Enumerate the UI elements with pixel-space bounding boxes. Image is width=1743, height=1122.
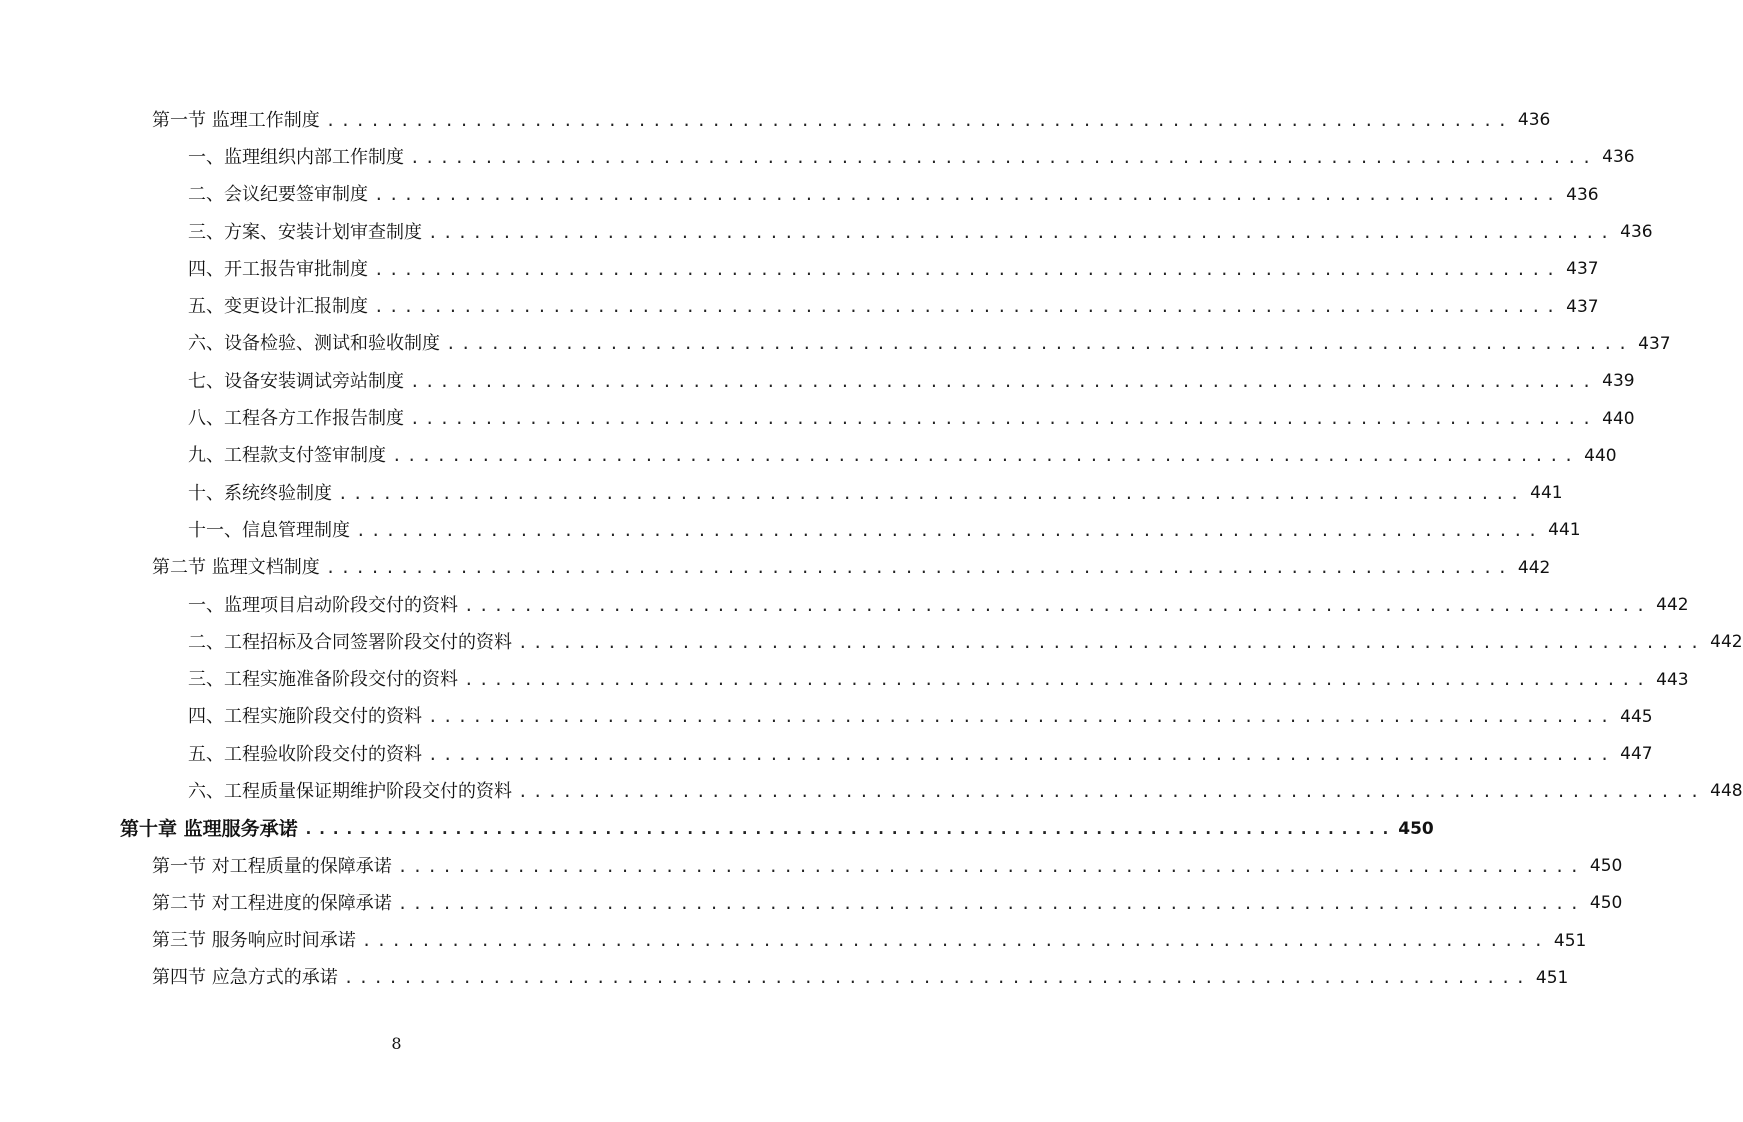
toc-entry-page: 436 xyxy=(1566,184,1599,205)
toc-entry-label: 一、监理项目启动阶段交付的资料 xyxy=(188,594,458,616)
toc-entry-page: 450 xyxy=(1398,818,1434,839)
toc-entry-page: 450 xyxy=(1589,856,1623,877)
toc-leader-dots: ................................................................................ xyxy=(464,670,1651,690)
toc-entry-page: 439 xyxy=(1602,371,1635,392)
toc-entry-label: 一、监理组织内部工作制度 xyxy=(188,146,404,168)
toc-entry[interactable] xyxy=(0,475,1563,512)
toc-entry[interactable] xyxy=(0,587,1689,624)
toc-entry-label: 五、变更设计汇报制度 xyxy=(188,296,368,318)
toc-entry-label: 三、工程实施准备阶段交付的资料 xyxy=(188,669,458,691)
toc-entry[interactable] xyxy=(0,102,1551,139)
toc-leader-dots: ................................................................................ xyxy=(325,558,1513,578)
toc-leader-dots: ................................................................................ xyxy=(397,856,1585,876)
toc-entry-page: 437 xyxy=(1638,333,1671,354)
toc-entry-page: 451 xyxy=(1535,967,1569,988)
toc-leader-dots: ................................................................................ xyxy=(428,744,1615,764)
toc-entry-page: 442 xyxy=(1517,557,1551,578)
toc-entry-label: 第二节 监理文档制度 xyxy=(152,557,320,579)
toc-entry-label: 十一、信息管理制度 xyxy=(188,519,350,541)
toc-leader-dots: ................................................................................ xyxy=(374,259,1561,279)
toc-entry-page: 436 xyxy=(1517,110,1551,131)
toc-entry-page: 442 xyxy=(1710,632,1743,653)
toc-entry[interactable] xyxy=(0,661,1689,698)
toc-leader-dots: ................................................................................ xyxy=(343,968,1531,988)
toc-entry[interactable] xyxy=(0,214,1653,251)
toc-entry-page: 440 xyxy=(1602,408,1635,429)
toc-entry-page: 443 xyxy=(1656,669,1689,690)
toc-entry[interactable] xyxy=(0,699,1653,736)
toc-entry[interactable] xyxy=(0,848,1623,885)
toc-leader-dots: ................................................................................ xyxy=(325,110,1513,130)
toc-entry[interactable] xyxy=(0,960,1569,997)
toc-entry[interactable] xyxy=(0,139,1635,176)
toc-leader-dots: ................................................................................ xyxy=(410,409,1597,429)
toc-entry[interactable] xyxy=(0,363,1635,400)
toc-entry-label: 第一节 监理工作制度 xyxy=(152,109,320,131)
toc-entry-page: 450 xyxy=(1589,893,1623,914)
toc-entry-label: 第一节 对工程质量的保障承诺 xyxy=(152,855,392,877)
toc-leader-dots: ................................................................................ xyxy=(374,297,1561,317)
toc-entry[interactable] xyxy=(0,736,1653,773)
toc-entry-label: 七、设备安装调试旁站制度 xyxy=(188,370,404,392)
toc-entry-page: 436 xyxy=(1620,222,1653,243)
toc-leader-dots: ................................................................................ xyxy=(361,931,1549,951)
toc-entry[interactable] xyxy=(0,326,1671,363)
toc-leader-dots: ................................................................................ xyxy=(356,520,1543,540)
toc-entry-page: 445 xyxy=(1620,706,1653,727)
toc-entry-label: 九、工程款支付签审制度 xyxy=(188,445,386,467)
toc-entry-page: 437 xyxy=(1566,259,1599,280)
toc-entry-label: 第三节 服务响应时间承诺 xyxy=(152,930,356,952)
toc-entry[interactable] xyxy=(0,400,1635,437)
toc-leader-dots: ................................................................................ xyxy=(410,371,1597,391)
toc-leader-dots: ................................................................................ xyxy=(392,446,1579,466)
toc-leader-dots: ................................................................................ xyxy=(338,483,1525,503)
toc-entry-page: 441 xyxy=(1530,483,1563,504)
toc-entry-page: 440 xyxy=(1584,445,1617,466)
toc-entry-label: 五、工程验收阶段交付的资料 xyxy=(188,743,422,765)
toc-entry-label: 二、工程招标及合同签署阶段交付的资料 xyxy=(188,631,512,653)
toc-entry[interactable] xyxy=(0,251,1599,288)
toc-leader-dots: ................................................................................ xyxy=(428,707,1615,727)
toc-entry-page: 442 xyxy=(1656,595,1689,615)
toc-entry-label: 二、会议纪要签审制度 xyxy=(188,184,368,206)
toc-entry-label: 四、工程实施阶段交付的资料 xyxy=(188,706,422,728)
toc-entry-page: 447 xyxy=(1620,744,1653,765)
toc-entry-label: 八、工程各方工作报告制度 xyxy=(188,408,404,430)
toc-leader-dots: ................................................................................ xyxy=(446,334,1633,354)
toc-entry-page: 436 xyxy=(1602,147,1635,168)
toc-entry[interactable] xyxy=(0,923,1587,960)
toc-entry-label: 第四节 应急方式的承诺 xyxy=(152,967,338,989)
toc-entry[interactable] xyxy=(0,438,1617,475)
toc-leader-dots: ................................................................................ xyxy=(303,819,1395,839)
toc-entry[interactable] xyxy=(0,811,1434,848)
toc-entry-page: 441 xyxy=(1548,520,1581,541)
toc-entry[interactable] xyxy=(0,512,1581,549)
toc-leader-dots: ................................................................................ xyxy=(518,781,1705,801)
toc-leader-dots: ................................................................................ xyxy=(428,222,1615,242)
toc-entry-label: 六、设备检验、测试和验收制度 xyxy=(188,333,440,355)
toc-entry-label: 第二节 对工程进度的保障承诺 xyxy=(152,892,392,914)
toc-entry-label: 四、开工报告审批制度 xyxy=(188,258,368,280)
toc-entry[interactable] xyxy=(0,177,1599,214)
toc-leader-dots: ................................................................................ xyxy=(410,147,1597,167)
toc-entry-label: 三、方案、安装计划审查制度 xyxy=(188,221,422,243)
toc-leader-dots: ................................................................................ xyxy=(374,185,1561,205)
toc-entry[interactable] xyxy=(0,773,1743,810)
toc-entry-label: 第十章 监理服务承诺 xyxy=(120,817,298,840)
toc-entry-label: 十、系统终验制度 xyxy=(188,482,332,504)
toc-leader-dots: ................................................................................ xyxy=(518,632,1705,652)
toc-entry[interactable] xyxy=(0,624,1743,661)
table-of-contents xyxy=(0,102,1743,997)
toc-entry-page: 451 xyxy=(1553,930,1587,951)
toc-leader-dots: ................................................................................ xyxy=(464,595,1651,615)
toc-entry[interactable] xyxy=(0,550,1551,587)
toc-entry[interactable] xyxy=(0,288,1599,325)
toc-entry[interactable] xyxy=(0,885,1623,922)
toc-leader-dots: ................................................................................ xyxy=(397,893,1585,913)
toc-entry-page: 437 xyxy=(1566,296,1599,317)
toc-entry-page: 448 xyxy=(1710,781,1743,802)
page-number: 8 xyxy=(391,1034,402,1053)
toc-entry-label: 六、工程质量保证期维护阶段交付的资料 xyxy=(188,780,512,802)
